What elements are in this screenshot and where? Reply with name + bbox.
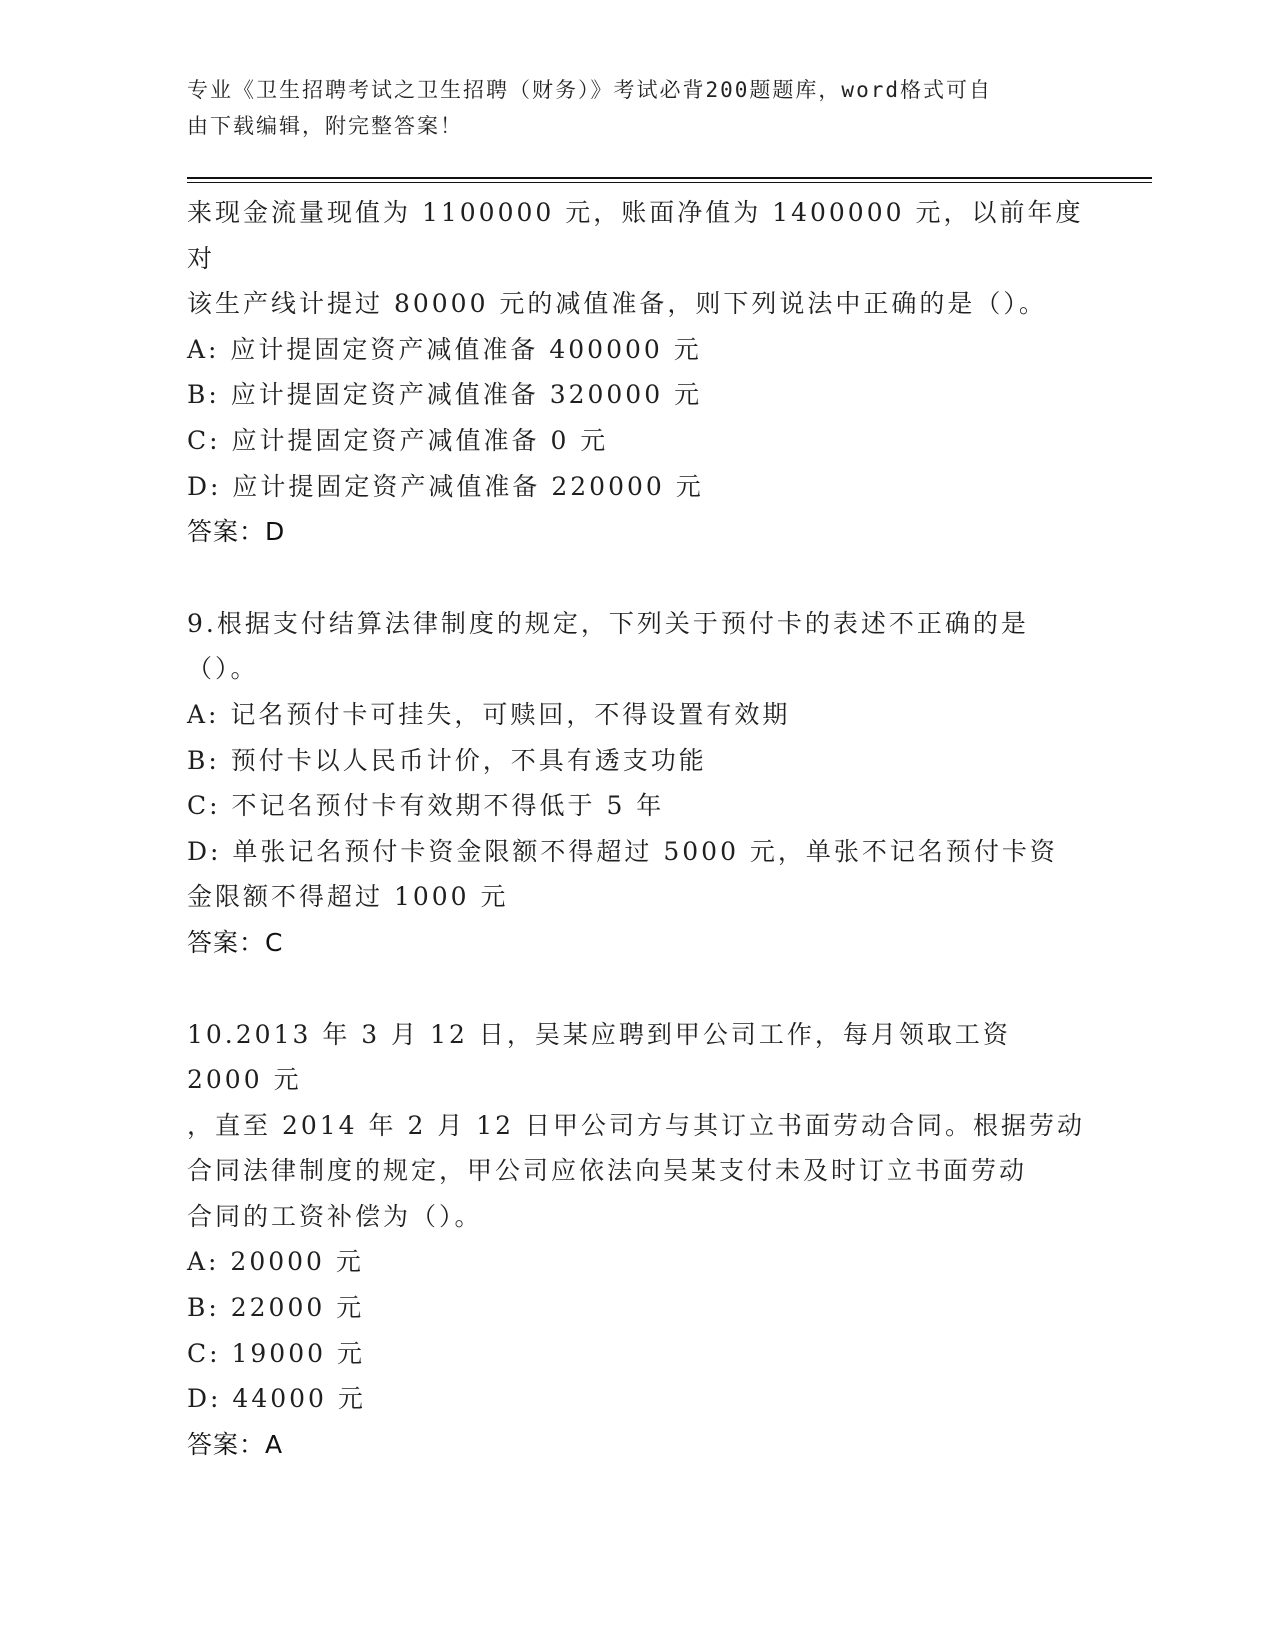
spacer (187, 555, 1087, 601)
header-divider-thin (187, 182, 1152, 183)
answer-line: 答案：D (187, 517, 286, 547)
option-d: D: 44000 元 (187, 1384, 366, 1414)
option-a: A: 记名预付卡可挂失，可赎回，不得设置有效期 (187, 699, 791, 729)
answer-line: 答案：A (187, 1429, 284, 1459)
option-b: B: 应计提固定资产减值准备 320000 元 (187, 380, 703, 410)
document-header (187, 72, 1067, 144)
header-divider (187, 177, 1152, 179)
question-9 (187, 601, 1087, 966)
option-b: B: 22000 元 (187, 1293, 365, 1323)
option-d-continued: 金限额不得超过 1000 元 (187, 882, 509, 912)
answer-line: 答案：C (187, 927, 284, 957)
option-a: A: 20000 元 (187, 1247, 364, 1277)
question-stem-line: 10.2013 年 3 月 12 日，吴某应聘到甲公司工作，每月领取工资 2000 元 (187, 1019, 1011, 1095)
question-stem-line: 合同的工资补偿为（）。 (187, 1201, 483, 1231)
header-line-1: 专业《卫生招聘考试之卫生招聘（财务）》考试必背200题题库，word格式可自 (187, 78, 992, 102)
header-line-2: 由下载编辑，附完整答案！ (187, 114, 463, 138)
option-d: D: 单张记名预付卡资金限额不得超过 5000 元，单张不记名预付卡资 (187, 836, 1058, 866)
option-c: C: 应计提固定资产减值准备 0 元 (187, 425, 609, 455)
option-c: C: 19000 元 (187, 1338, 365, 1368)
question-stem-line: 该生产线计提过 80000 元的减值准备，则下列说法中正确的是（）。 (187, 289, 1047, 319)
question-stem-line: 来现金流量现值为 1100000 元，账面净值为 1400000 元，以前年度对 (187, 198, 1084, 273)
question-10 (187, 1012, 1087, 1468)
option-d: D: 应计提固定资产减值准备 220000 元 (187, 471, 704, 501)
question-stem-line: 9.根据支付结算法律制度的规定，下列关于预付卡的表述不正确的是 (187, 608, 1029, 638)
option-b: B: 预付卡以人民币计价，不具有透支功能 (187, 745, 707, 775)
question-8 (187, 190, 1087, 555)
question-stem-line: （）。 (187, 654, 259, 684)
question-stem-line: ，直至 2014 年 2 月 12 日甲公司方与其订立书面劳动合同。根据劳动 (187, 1110, 1086, 1140)
spacer (187, 966, 1087, 1012)
document-body (187, 190, 1087, 1467)
option-c: C: 不记名预付卡有效期不得低于 5 年 (187, 791, 665, 821)
question-stem-line: 合同法律制度的规定，甲公司应依法向吴某支付未及时订立书面劳动 (187, 1156, 1028, 1186)
option-a: A: 应计提固定资产减值准备 400000 元 (187, 334, 702, 364)
